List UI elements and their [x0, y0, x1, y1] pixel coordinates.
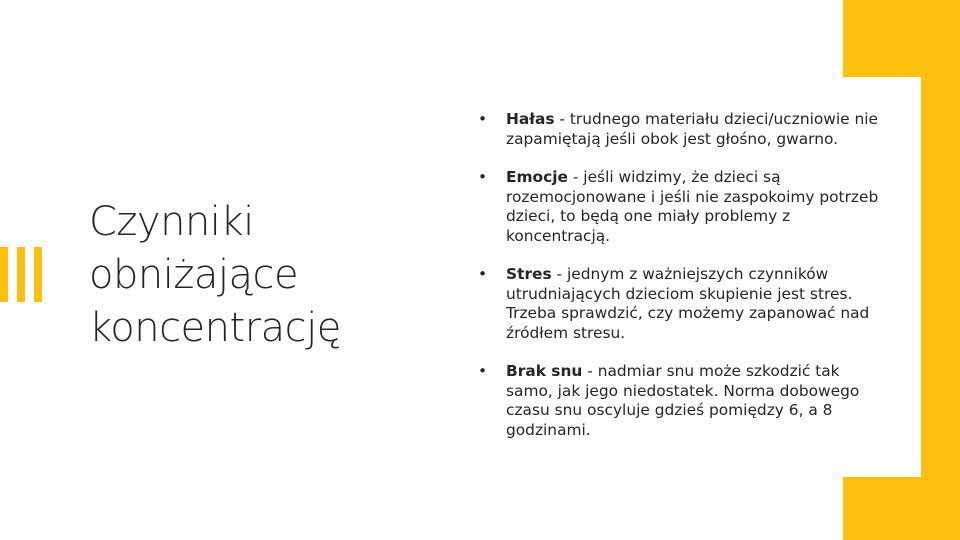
bullet-list [478, 110, 890, 459]
deco-bar-3 [34, 247, 42, 302]
title-line: Czynniki [89, 199, 254, 245]
bullet-icon: • [478, 110, 488, 128]
bullet-term: Brak snu [506, 362, 583, 380]
bullet-term: Emocje [506, 168, 568, 186]
deco-bar-1 [0, 247, 8, 302]
bullet-icon: • [478, 362, 488, 380]
bullet-item [478, 168, 890, 246]
bullet-item [478, 362, 890, 440]
bullet-icon: • [478, 168, 488, 186]
bullet-text: - trudnego materiału dzieci/uczniowie nie zapamiętają jeśli obok jest głośno, gwarno. [506, 110, 879, 148]
bullet-term: Stres [506, 265, 552, 283]
bullet-text: - jednym z ważniejszych czynników utrudniających dzieciom skupienie jest stres. Trzeba sprawdzić, czy możemy zapanować nad źródłem stresu. [506, 265, 870, 342]
deco-bar-2 [17, 247, 25, 302]
title-line: obniżające [89, 252, 299, 298]
slide-title [89, 196, 409, 355]
bullet-item [478, 265, 890, 343]
bullet-text: - nadmiar snu może szkodzić tak samo, jak jego niedostatek. Norma dobowego czasu snu oscyluje gdzieś pomiędzy 6, a 8 godzinami. [506, 362, 860, 439]
bullet-item [478, 110, 890, 149]
bullet-term: Hałas [506, 110, 555, 128]
bullet-icon: • [478, 265, 488, 283]
title-line: koncentrację [89, 305, 341, 351]
bullet-text: - jeśli widzimy, że dzieci są rozemocjonowane i jeśli nie zaspokoimy potrzeb dzieci, to będą one miały problemy z koncentracją. [506, 168, 879, 245]
